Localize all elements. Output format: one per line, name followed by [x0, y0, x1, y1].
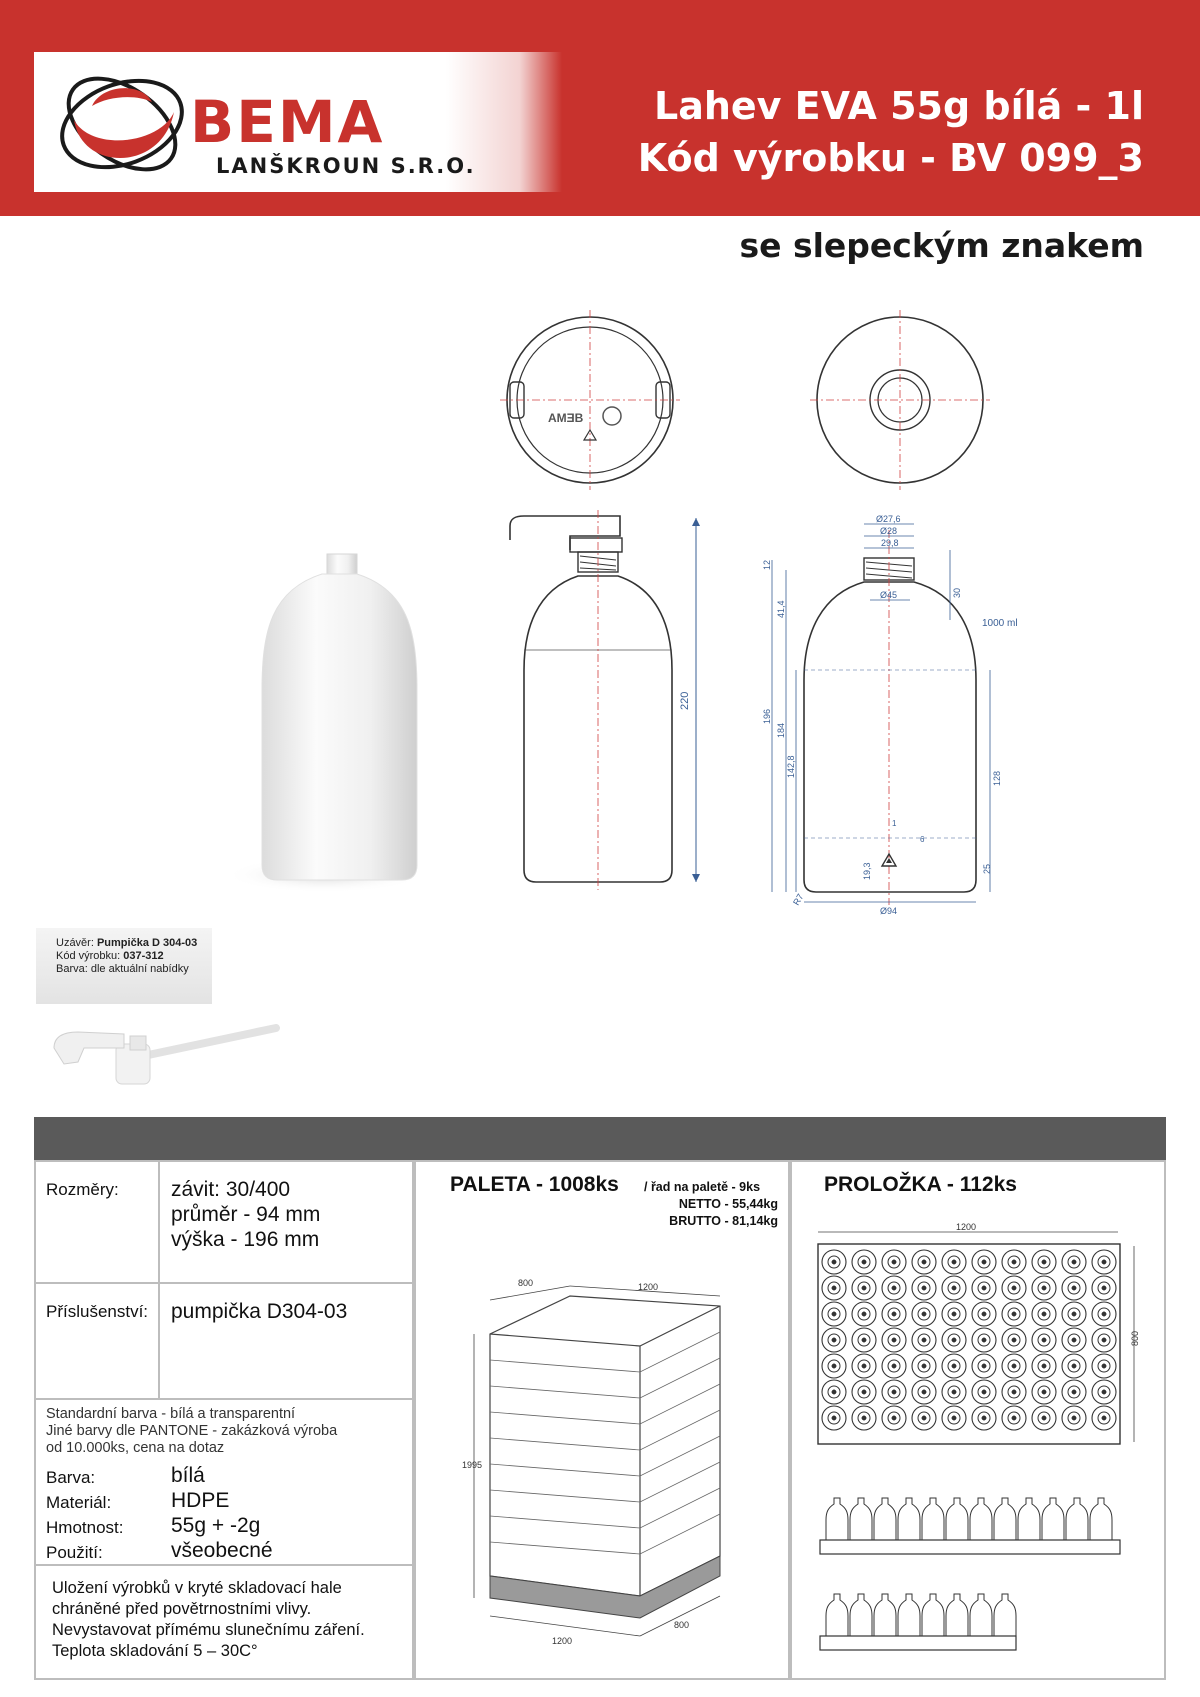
tray-cell-ring [952, 1364, 956, 1368]
tray-cells [822, 1250, 1116, 1430]
dim-1: 1 [892, 819, 897, 828]
standard-color-note [46, 1406, 337, 1457]
tray-cell-ring [922, 1286, 926, 1290]
tray-cell-ring [922, 1416, 926, 1420]
tray-cell-ring [832, 1390, 836, 1394]
tray-cell-ring [1072, 1338, 1076, 1342]
dim-6: 6 [920, 835, 925, 844]
tray-cell-ring [1012, 1364, 1016, 1368]
cap-top-view-drawing [500, 310, 680, 490]
tray-cell-ring [952, 1338, 956, 1342]
tray-cell-ring [832, 1260, 836, 1264]
dim-196: 196 [762, 708, 772, 724]
cap-code-label: Kód výrobku: [56, 950, 121, 962]
tray-side-bottles-short [826, 1594, 1016, 1636]
tray-cell-ring [862, 1416, 866, 1420]
tray-side-bottle [1090, 1498, 1112, 1540]
dim-height-total: 220 [679, 691, 691, 710]
tray-cell-ring [1012, 1286, 1016, 1290]
dim-142-8: 142,8 [786, 755, 796, 778]
section-divider-bar [34, 1117, 1166, 1160]
tray-side-view-long [816, 1490, 1136, 1560]
cap-color-label: Barva: [56, 963, 88, 975]
tray-cell-ring [892, 1260, 896, 1264]
tray-cell-ring [952, 1260, 956, 1264]
tray-cell-ring [832, 1416, 836, 1420]
tray-cell-ring [952, 1312, 956, 1316]
tray-top-view-drawing [808, 1224, 1148, 1452]
storage-line-4: Teplota skladování 5 – 30C° [52, 1642, 258, 1660]
pallet-dim-1200-bottom: 1200 [552, 1636, 573, 1646]
tray-cell-ring [922, 1390, 926, 1394]
color-label: Barva: [46, 1468, 96, 1487]
tray-cell-ring [952, 1390, 956, 1394]
tray-side-bottle [946, 1498, 968, 1540]
tray-cell-ring [1072, 1286, 1076, 1290]
tray-cell-ring [1102, 1338, 1106, 1342]
tray-cell-ring [1042, 1338, 1046, 1342]
tray-cell-ring [892, 1364, 896, 1368]
tray-dim-1200: 1200 [956, 1222, 977, 1232]
pallet-title: PALETA - 1008ks [450, 1173, 619, 1196]
cap-code-row [56, 950, 212, 963]
tray-side-bottle [994, 1498, 1016, 1540]
tray-cell-ring [862, 1338, 866, 1342]
accessories-value: pumpička D304-03 [171, 1300, 348, 1323]
tray-cell-ring [1012, 1416, 1016, 1420]
tray-side-bottle [826, 1498, 848, 1540]
dim-dia-27-6: Ø27,6 [876, 514, 901, 524]
weight-label: Hmotnost: [46, 1518, 124, 1537]
storage-line-3: Nevystavovat přímému slunečnímu záření. [52, 1621, 365, 1639]
tray-cell-ring [1012, 1260, 1016, 1264]
pallet-dim-800-top: 800 [518, 1278, 534, 1288]
tray-side-bottle [970, 1594, 992, 1636]
bema-logo-icon [52, 62, 202, 184]
tray-cell-ring [862, 1286, 866, 1290]
pallet-dim-800-bottom: 800 [674, 1620, 690, 1630]
tray-cell-ring [832, 1364, 836, 1368]
bottle-technical-drawing [760, 510, 1020, 916]
tray-cell-ring [862, 1312, 866, 1316]
tray-cell-ring [922, 1338, 926, 1342]
dim-r7: R7 [791, 892, 806, 907]
diameter-value: průměr - 94 mm [171, 1203, 321, 1226]
tray-cell-ring [892, 1416, 896, 1420]
dim-184: 184 [776, 722, 786, 738]
tray-cell-ring [1102, 1416, 1106, 1420]
pallet-netto: NETTO - 55,44kg [678, 1197, 778, 1211]
brand-name: BEMA [190, 88, 385, 156]
storage-line-2: chráněné před povětrnostními vlivy. [52, 1600, 312, 1618]
tray-cell-ring [952, 1286, 956, 1290]
cap-info-box [36, 928, 212, 1004]
product-title [638, 80, 1144, 184]
bottle-top-view-drawing [810, 310, 990, 490]
tray-side-bottle [850, 1498, 872, 1540]
tray-cell-ring [892, 1390, 896, 1394]
tray-side-bottle [898, 1594, 920, 1636]
tray-cell-ring [1012, 1338, 1016, 1342]
tray-cell-ring [922, 1260, 926, 1264]
tray-cell-ring [1102, 1390, 1106, 1394]
tray-side-bottle [1066, 1498, 1088, 1540]
tray-cell-ring [892, 1312, 896, 1316]
tray-cell-ring [1042, 1416, 1046, 1420]
tray-cell-ring [922, 1364, 926, 1368]
tray-cell-ring [862, 1364, 866, 1368]
tray-cell-ring [1042, 1260, 1046, 1264]
thread-value: závit: 30/400 [171, 1178, 291, 1201]
dim-29-8: 29,8 [881, 538, 899, 548]
tray-side-bottle [898, 1498, 920, 1540]
dim-19-3: 19,3 [862, 862, 872, 880]
pallet-brutto: BRUTTO - 81,14kg [669, 1214, 778, 1228]
tray-side-view-short [816, 1586, 1136, 1656]
tray-cell-ring [1012, 1390, 1016, 1394]
pallet-per-row: / řad na paletě - 9ks [644, 1180, 761, 1194]
tray-cell-ring [892, 1286, 896, 1290]
tray-side-bottle [874, 1594, 896, 1636]
spec-row-divider-3 [36, 1564, 412, 1566]
tray-cell-ring [1072, 1260, 1076, 1264]
svg-text:AMƎB: AMƎB [548, 411, 584, 425]
tray-side-bottle [1042, 1498, 1064, 1540]
cap-name-value: Pumpička D 304-03 [96, 937, 198, 949]
tray-cell-ring [1072, 1416, 1076, 1420]
spec-row-divider-1 [36, 1282, 412, 1284]
tray-dim-800: 800 [1130, 1330, 1140, 1346]
cap-name-row [56, 937, 212, 950]
tray-cell-ring [922, 1312, 926, 1316]
tray-cell-ring [982, 1390, 986, 1394]
cap-name-label: Uzávěr: [56, 937, 94, 949]
brand-subtitle: LANŠKROUN S.R.O. [216, 154, 476, 178]
dim-dia-28: Ø28 [880, 526, 898, 536]
tray-cell-ring [862, 1260, 866, 1264]
pallet-dim-1200-top: 1200 [638, 1282, 659, 1292]
pallet-drawing [460, 1276, 750, 1666]
dim-25: 25 [982, 863, 992, 874]
tray-cell-ring [982, 1312, 986, 1316]
tray-cell-ring [1102, 1312, 1106, 1316]
tray-side-bottle [850, 1594, 872, 1636]
bottle-photo [220, 540, 430, 900]
tray-cell-ring [832, 1286, 836, 1290]
product-subtitle: se slepeckým znakem [739, 226, 1144, 265]
usage-label: Použití: [46, 1543, 103, 1562]
tray-side-bottle [970, 1498, 992, 1540]
tray-cell-ring [1042, 1312, 1046, 1316]
dim-128: 128 [992, 770, 1002, 786]
height-value: výška - 196 mm [171, 1228, 320, 1251]
material-value: HDPE [171, 1489, 230, 1512]
bottle-front-drawing-with-pump [500, 510, 720, 890]
tray-cell-ring [892, 1338, 896, 1342]
dim-dia-45: Ø45 [880, 590, 898, 600]
tray-cell-ring [982, 1260, 986, 1264]
tray-cell-ring [982, 1416, 986, 1420]
tray-side-bottle [826, 1594, 848, 1636]
cap-color-row [56, 963, 212, 976]
tray-cell-ring [832, 1312, 836, 1316]
std-line-3: od 10.000ks, cena na dotaz [46, 1440, 225, 1456]
storage-line-1: Uložení výrobků v kryté skladovací hale [52, 1579, 342, 1597]
usage-value: všeobecné [171, 1539, 273, 1562]
tray-cell-ring [982, 1364, 986, 1368]
pump-photo [44, 1008, 284, 1104]
tray-cell-ring [1102, 1364, 1106, 1368]
tray-side-bottle [946, 1594, 968, 1636]
tray-cell-ring [1042, 1390, 1046, 1394]
tray-cell-ring [1042, 1286, 1046, 1290]
tray-side-bottle [922, 1594, 944, 1636]
tray-cell-ring [832, 1338, 836, 1342]
tray-side-bottle [1018, 1498, 1040, 1540]
accessories-label: Příslušenství: [46, 1302, 149, 1321]
std-line-2: Jiné barvy dle PANTONE - zakázková výroba [46, 1423, 338, 1439]
product-title-line1: Lahev EVA 55g bílá - 1l [653, 84, 1144, 128]
product-code-line: Kód výrobku - BV 099_3 [637, 136, 1144, 180]
tray-side-bottle [994, 1594, 1016, 1636]
material-label: Materiál: [46, 1493, 112, 1512]
tray-cell-ring [1012, 1312, 1016, 1316]
tray-cell-ring [982, 1338, 986, 1342]
tray-cell-ring [982, 1286, 986, 1290]
tray-title: PROLOŽKA - 112ks [824, 1173, 1017, 1196]
dim-12: 12 [762, 559, 772, 570]
tray-side-bottles-long [826, 1498, 1112, 1540]
tray-cell-ring [1072, 1312, 1076, 1316]
std-line-1: Standardní barva - bílá a transparentní [46, 1406, 296, 1422]
tray-cell-ring [1102, 1260, 1106, 1264]
dim-30: 30 [952, 587, 962, 598]
tray-cell-ring [1102, 1286, 1106, 1290]
pallet-dim-1995: 1995 [462, 1460, 483, 1470]
storage-note [52, 1578, 365, 1662]
rozmery-label: Rozměry: [46, 1180, 119, 1199]
spec-col-divider [158, 1162, 160, 1400]
dim-dia-94: Ø94 [880, 906, 898, 916]
tray-cell-ring [862, 1390, 866, 1394]
cap-code-value: 037-312 [123, 950, 164, 962]
cap-color-value: dle aktuální nabídky [90, 963, 189, 975]
tray-cell-ring [952, 1416, 956, 1420]
tray-side-bottle [874, 1498, 896, 1540]
spec-row-divider-2 [36, 1398, 412, 1400]
dim-41-4: 41,4 [776, 600, 786, 618]
color-value: bílá [171, 1464, 205, 1487]
weight-value: 55g + -2g [171, 1514, 261, 1537]
dim-volume: 1000 ml [982, 618, 1018, 629]
tray-side-bottle [922, 1498, 944, 1540]
tray-cell-ring [1072, 1390, 1076, 1394]
tray-cell-ring [1072, 1364, 1076, 1368]
tray-cell-ring [1042, 1364, 1046, 1368]
